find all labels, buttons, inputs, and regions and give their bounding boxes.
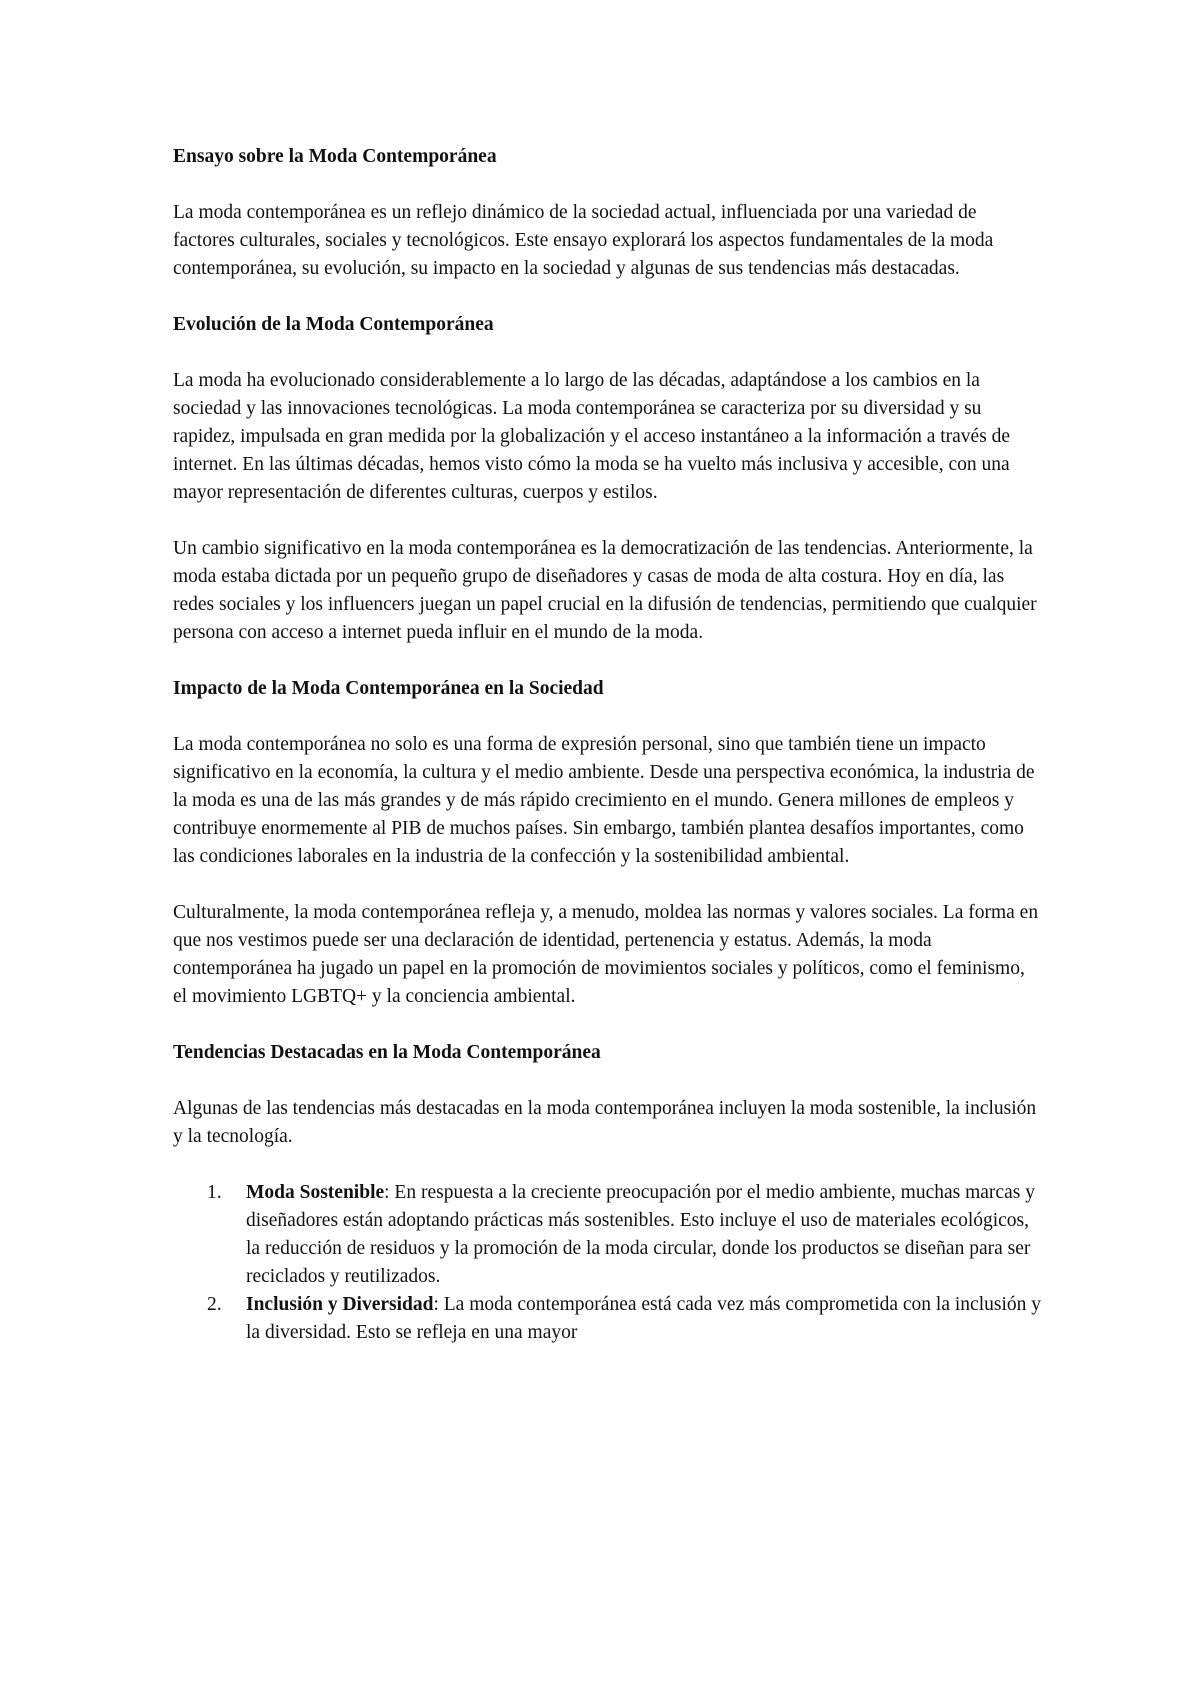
list-item (173, 1179, 1043, 1291)
section-heading-impact: Impacto de la Moda Contemporánea en la Sociedad (173, 678, 604, 699)
trends-paragraph-1: Algunas de las tendencias más destacadas en la moda contemporánea incluyen la moda sostenible, la inclusión y la tecnología. (173, 1098, 1037, 1147)
intro-paragraph: La moda contemporánea es un reflejo dinámico de la sociedad actual, influenciada por una variedad de factores culturales, sociales y tecnológicos. Este ensayo explorará los aspectos fundamentales de la moda contemporánea, su evolución, su impacto en la sociedad y algunas de sus tendencias más destacadas. (173, 202, 994, 279)
evolution-paragraph-2: Un cambio significativo en la moda contemporánea es la democratización de las tendencias. Anteriormente, la moda estaba dictada por un pequeño grupo de diseñadores y casas de moda de alta costura. Hoy en día, las redes sociales y los influencers juegan un papel crucial en la difusión de tendencias, permitiendo que cualquier persona con acceso a internet pueda influir en el mundo de la moda. (173, 538, 1037, 643)
evolution-paragraph-1: La moda ha evolucionado considerablemente a lo largo de las décadas, adaptándose a los cambios en la sociedad y las innovaciones tecnológicas. La moda contemporánea se caracteriza por su diversidad y su rapidez, impulsada en gran medida por la globalización y el acceso instantáneo a la información a través de internet. En las últimas décadas, hemos visto cómo la moda se ha vuelto más inclusiva y accesible, con una mayor representación de diferentes culturas, cuerpos y estilos. (173, 370, 1011, 503)
section-heading-evolution: Evolución de la Moda Contemporánea (173, 314, 494, 335)
list-item-number: 2. (207, 1294, 222, 1315)
list-item-text: : La moda contemporánea está cada vez más comprometida con la inclusión y la diversidad. Esto se refleja en una mayor (246, 1294, 1041, 1343)
list-item-text: : En respuesta a la creciente preocupación por el medio ambiente, muchas marcas y diseñadores están adoptando prácticas más sostenibles. Esto incluye el uso de materiales ecológicos, la reducción de residuos y la promoción de la moda circular, donde los productos se diseñan para ser reciclados y reutilizados. (246, 1182, 1035, 1287)
impact-paragraph-2: Culturalmente, la moda contemporánea refleja y, a menudo, moldea las normas y valores sociales. La forma en que nos vestimos puede ser una declaración de identidad, pertenencia y estatus. Además, la moda contemporánea ha jugado un papel en la promoción de movimientos sociales y políticos, como el feminismo, el movimiento LGBTQ+ y la conciencia ambiental. (173, 902, 1039, 1007)
trends-list (173, 1179, 1043, 1347)
document-title: Ensayo sobre la Moda Contemporánea (173, 146, 497, 167)
section-heading-trends: Tendencias Destacadas en la Moda Contemporánea (173, 1042, 601, 1063)
list-item-title: Inclusión y Diversidad (246, 1294, 434, 1315)
list-item (173, 1291, 1043, 1347)
list-item-title: Moda Sostenible (246, 1182, 385, 1203)
impact-paragraph-1: La moda contemporánea no solo es una forma de expresión personal, sino que también tiene un impacto significativo en la economía, la cultura y el medio ambiente. Desde una perspectiva económica, la industria de la moda es una de las más grandes y de más rápido crecimiento en el mundo. Genera millones de empleos y contribuye enormemente al PIB de muchos países. Sin embargo, también plantea desafíos importantes, como las condiciones laborales en la industria de la confección y la sostenibilidad ambiental. (173, 734, 1035, 867)
list-item-number: 1. (207, 1182, 222, 1203)
document-body (173, 143, 1043, 1347)
